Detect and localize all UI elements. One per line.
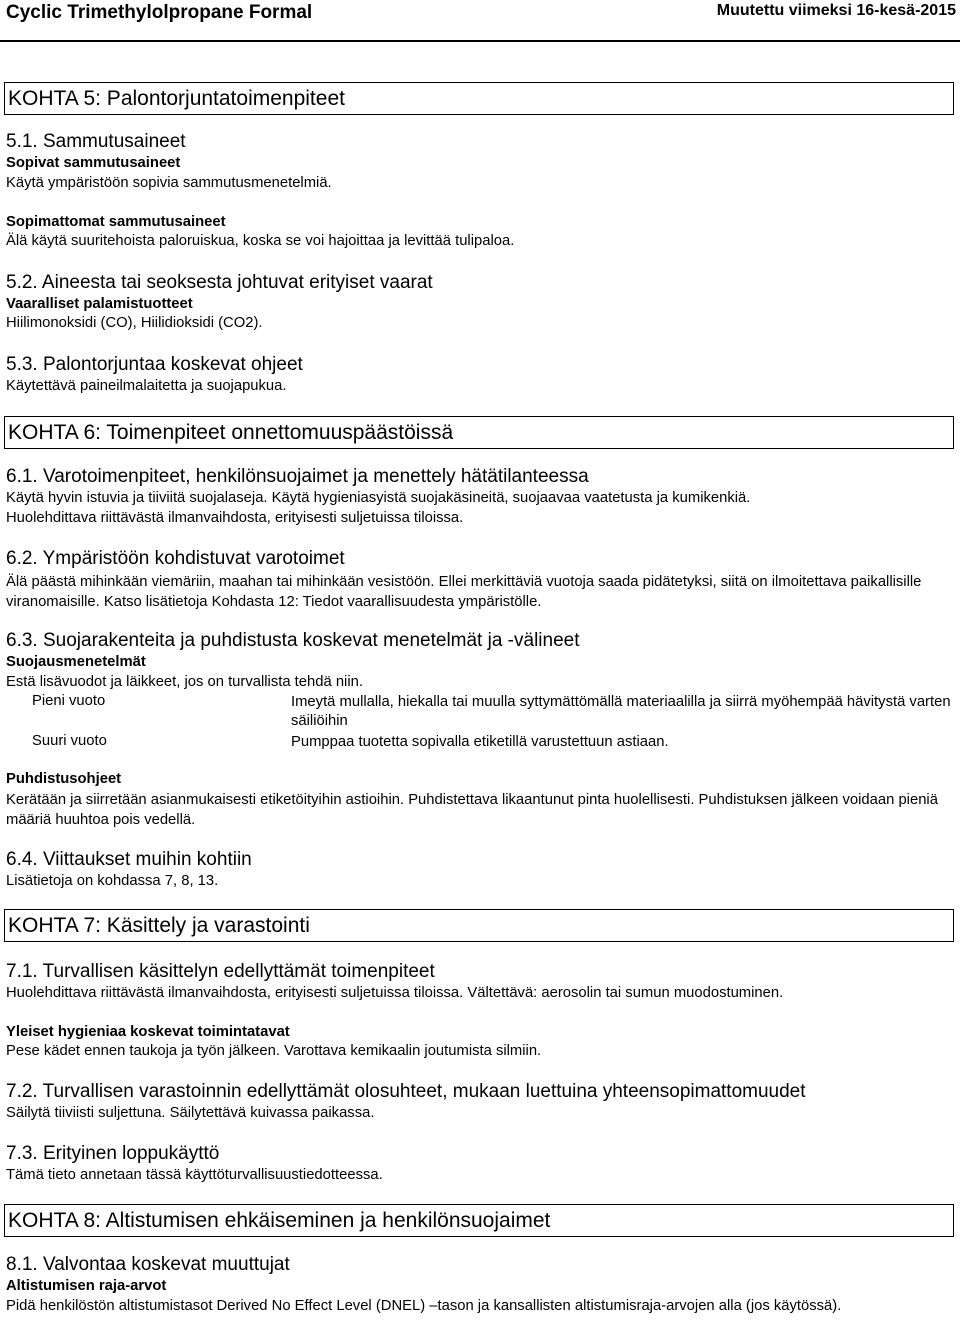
references-text: Lisätietoja on kohdassa 7, 8, 13. — [6, 873, 219, 889]
environmental-precautions-text: Älä päästä mihinkään viemäriin, maahan tai mihinkään vesistöön. Ellei merkittäviä vuotoja saada pidätetyksi, siitä on ilmoitettava paikallisille viranomaisille. Katso lisätietoja Kohdasta 12: Tiedot vaarallisuudesta ympäristölle. — [6, 574, 922, 610]
cleanup-heading: Puhdistusohjeet — [6, 771, 122, 787]
subsection-6-1: 6.1. Varotoimenpiteet, henkilönsuojaimet ja menettely hätätilanteessa — [6, 466, 589, 487]
hygiene-heading: Yleiset hygieniaa koskevat toimintatavat — [6, 1024, 290, 1040]
containment-text: Estä lisävuodot ja läikkeet, jos on turvallista tehdä niin. — [6, 674, 363, 690]
product-title: Cyclic Trimethylolpropane Formal — [6, 2, 313, 23]
unsuitable-media-text: Älä käytä suuritehoista paloruiskua, koska se voi hajoittaa ja levittää tulipaloa. — [6, 233, 515, 249]
hazardous-products-text: Hiilimonoksidi (CO), Hiilidioksidi (CO2). — [6, 315, 263, 331]
cleanup-text: Kerätään ja siirretään asianmukaisesti etiketöityihin astioihin. Puhdistettava likaantunut pinta huolellisesti. Puhdistuksen jälkeen voidaan pieniä määriä huuhtoa pois vedellä. — [6, 792, 938, 828]
exposure-limits-text: Pidä henkilöstön altistumistasot Derived No Effect Level (DNEL) –tason ja kansallisten altistumisraja-arvojen alla (jos käytössä). — [6, 1298, 842, 1314]
subsection-7-1: 7.1. Turvallisen käsittelyn edellyttämät toimenpiteet — [6, 961, 435, 982]
section-6-title: KOHTA 6: Toimenpiteet onnettomuuspäästöissä — [4, 416, 954, 449]
subsection-5-1: 5.1. Sammutusaineet — [6, 131, 186, 152]
subsection-7-3: 7.3. Erityinen loppukäyttö — [6, 1143, 220, 1164]
section-5-title: KOHTA 5: Palontorjuntatoimenpiteet — [4, 82, 954, 115]
subsection-6-2: 6.2. Ympäristöön kohdistuvat varotoimet — [6, 548, 345, 569]
hygiene-text: Pese kädet ennen taukoja ja työn jälkeen. Varottava kemikaalin joutumista silmiin. — [6, 1043, 542, 1059]
small-spill-label: Pieni vuoto — [32, 693, 106, 709]
subsection-6-4: 6.4. Viittaukset muihin kohtiin — [6, 849, 252, 870]
small-spill-value: Imeytä mullalla, hiekalla tai muulla syttymättömällä materiaalilla ja siirrä myöhempää hävitystä varten säiliöihin — [291, 694, 951, 729]
hazardous-products-heading: Vaaralliset palamistuotteet — [6, 296, 193, 312]
end-use-text: Tämä tieto annetaan tässä käyttöturvallisuustiedotteessa. — [6, 1167, 383, 1183]
unsuitable-media-heading: Sopimattomat sammutusaineet — [6, 214, 226, 230]
revision-label: Muutettu viimeksi — [716, 2, 852, 19]
subsection-6-3: 6.3. Suojarakenteita ja puhdistusta koskevat menetelmät ja -välineet — [6, 630, 580, 651]
precautions-text-2: Huolehdittava riittävästä ilmanvaihdosta, erityisesti suljetuissa tiloissa. — [6, 510, 464, 526]
revision-date: 16-kesä-2015 — [856, 2, 956, 19]
subsection-5-3: 5.3. Palontorjuntaa koskevat ohjeet — [6, 354, 303, 375]
subsection-8-1: 8.1. Valvontaa koskevat muuttujat — [6, 1254, 290, 1275]
large-spill-value: Pumppaa tuotetta sopivalla etiketillä varustettuun astiaan. — [291, 734, 669, 750]
header-divider — [0, 40, 960, 42]
containment-heading: Suojausmenetelmät — [6, 654, 146, 670]
section-8-title: KOHTA 8: Altistumisen ehkäiseminen ja henkilönsuojaimet — [4, 1204, 954, 1237]
storage-text: Säilytä tiiviisti suljettuna. Säilytettävä kuivassa paikassa. — [6, 1105, 375, 1121]
precautions-text-1: Käytä hyvin istuvia ja tiiviitä suojalaseja. Käytä hygieniasyistä suojakäsineitä, suojaavaa vaatetusta ja kumikenkiä. — [6, 490, 751, 506]
subsection-7-2: 7.2. Turvallisen varastoinnin edellyttämät olosuhteet, mukaan luettuina yhteensopimattomuudet — [6, 1081, 806, 1102]
firefighter-advice-text: Käytettävä paineilmalaitetta ja suojapukua. — [6, 378, 287, 394]
exposure-limits-heading: Altistumisen raja-arvot — [6, 1278, 167, 1294]
suitable-media-heading: Sopivat sammutusaineet — [6, 155, 181, 171]
subsection-5-2: 5.2. Aineesta tai seoksesta johtuvat erityiset vaarat — [6, 272, 433, 293]
revision-info — [717, 2, 956, 20]
suitable-media-text: Käytä ympäristöön sopivia sammutusmenetelmiä. — [6, 175, 332, 191]
large-spill-label: Suuri vuoto — [32, 733, 107, 749]
section-7-title: KOHTA 7: Käsittely ja varastointi — [4, 909, 954, 942]
safe-handling-text: Huolehdittava riittävästä ilmanvaihdosta, erityisesti suljetuissa tiloissa. Vältettävä: aerosolin tai sumun muodostuminen. — [6, 985, 784, 1001]
